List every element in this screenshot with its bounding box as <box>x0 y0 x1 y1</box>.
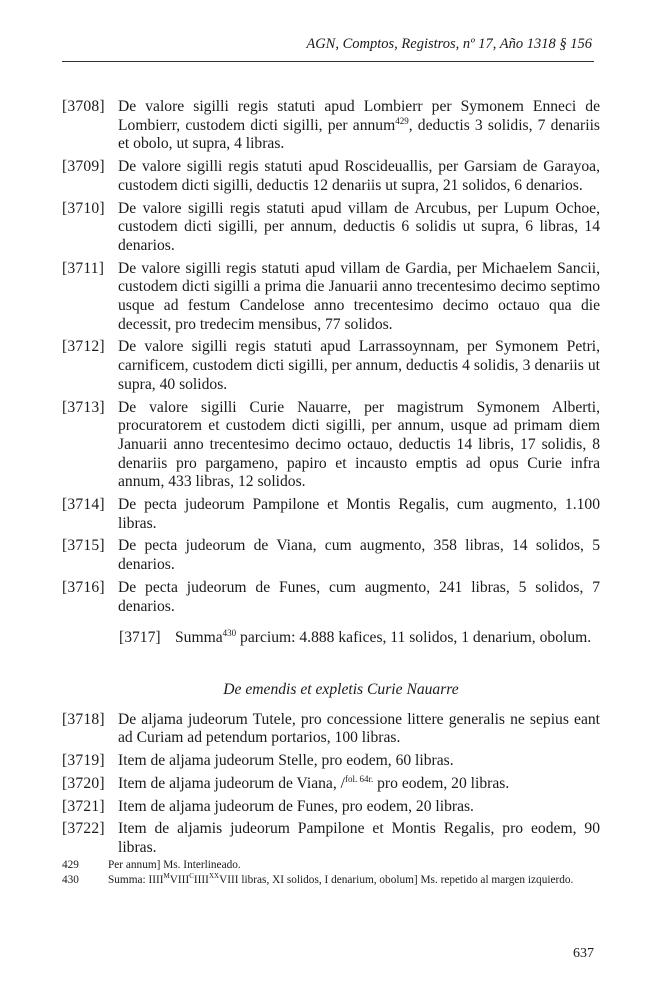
entry-3708 <box>62 98 600 154</box>
entry-text: De valore sigilli Curie Nauarre, per magistrum Symonem Alberti, procuratorem et custodem dicti sigilli, per annum, usque ad primam diem Januarii anno trecentesimo decimo octauo, deductis 14 libris, 17 solidis, 8 denariis pro pargameno, papiro et incausto emptis ad opus Curie infra annum, 433 libras, 12 solidos. <box>118 398 600 491</box>
footnote-superscript: C <box>189 871 194 880</box>
footnote-text <box>108 873 600 888</box>
entry-text: Item de aljamis judeorum Pampilone et Montis Regalis, pro eodem, 90 libras. <box>118 820 600 856</box>
footnote-number: 430 <box>62 873 79 886</box>
entry-text: De valore sigilli regis statuti apud Roscideuallis, per Garsiam de Garayoa, custodem dicti sigilli, deductis 12 denariis ut supra, 21 solidos, 6 denarios. <box>118 158 600 194</box>
folio-reference: fol. 64r. <box>344 773 374 784</box>
entry-text: De valore sigilli regis statuti apud villam de Arcubus, per Lupum Ochoe, custodem dicti sigilli, per annum, deductis 6 solidis ut supra, 6 libras, 14 denarios. <box>118 199 600 254</box>
entry-3716 <box>62 579 600 616</box>
entry-text-part: Item de aljama judeorum de Viana, / <box>118 774 345 792</box>
page-number: 637 <box>573 946 594 961</box>
entry-text: De valore sigilli regis statuti apud Larrassoynnam, per Symonem Petri, carnificem, custodem dicti sigilli, per annum, deductis 4 solidis, 3 denariis ut supra, 40 solidos. <box>118 338 600 393</box>
entry-text: De pecta judeorum de Funes, cum augmento, 241 libras, 5 solidos, 7 denarios. <box>118 578 600 615</box>
entry-number: [3718] <box>62 710 105 728</box>
entry-3715 <box>62 537 600 574</box>
footnote-text: Per annum] Ms. Interlineado. <box>108 859 241 871</box>
footnote-superscript: XX <box>208 871 220 880</box>
entry-3718 <box>62 711 600 748</box>
entry-text-part: , deductis 3 solidis, 7 denariis et obolo, ut supra, 4 libras. <box>118 116 600 153</box>
entry-number: [3709] <box>62 158 105 176</box>
entry-number: [3719] <box>62 752 105 770</box>
entry-number: [3721] <box>62 797 105 815</box>
entry-text-part: De valore sigilli regis statuti apud Lombierr per Symonem Enneci de Lombierr, custodem dicti sigilli, per annum <box>118 98 600 134</box>
entry-number: [3714] <box>62 496 105 514</box>
entry-text: De pecta judeorum de Viana, cum augmento, 358 libras, 14 solidos, 5 denarios. <box>118 537 600 574</box>
footnote-text-part: VIII libras, XI solidos, I denarium, obolum] Ms. repetido al margen izquierdo. <box>219 873 574 886</box>
footnote-superscript: M <box>163 871 170 880</box>
entry-text-part: parcium: 4.888 kafices, 11 solidos, 1 denarium, obolum. <box>236 629 592 647</box>
entry-number: [3717] <box>119 629 161 647</box>
footnote-text-part: VIII <box>169 873 190 886</box>
entry-3720 <box>62 775 600 794</box>
footnote-ref-429: 429 <box>395 115 409 126</box>
entry-3719 <box>62 752 600 771</box>
entry-text-part: Summa <box>175 629 223 647</box>
section-heading: De emendis et expletis Curie Nauarre <box>223 680 459 698</box>
footnote-ref-430: 430 <box>222 628 237 639</box>
entry-number: [3713] <box>62 398 105 416</box>
entry-number: [3712] <box>62 338 105 356</box>
entry-3713 <box>62 399 600 493</box>
running-header: AGN, Comptos, Registros, nº 17, Año 1318 § 156 <box>306 36 592 52</box>
entry-3711 <box>62 260 600 335</box>
entry-number: [3722] <box>62 820 105 838</box>
entry-text <box>175 629 591 646</box>
entry-3712 <box>62 338 600 394</box>
entry-number: [3710] <box>62 199 105 217</box>
entry-3722 <box>62 820 600 857</box>
entry-text: Item de aljama judeorum Stelle, pro eodem, 60 libras. <box>118 752 454 770</box>
footnote-text-part: Summa: IIII <box>108 873 164 886</box>
entry-number: [3716] <box>62 578 105 596</box>
entries-block <box>62 98 600 862</box>
entry-text: De pecta judeorum Pampilone et Montis Regalis, cum augmento, 1.100 libras. <box>118 496 600 532</box>
summa-entry <box>119 629 600 648</box>
entry-3709 <box>62 158 600 195</box>
entry-3714 <box>62 496 600 533</box>
header-rule <box>62 61 594 62</box>
entry-text: De aljama judeorum Tutele, pro concessione littere generalis ne sepius eant ad Curiam ad petendum portarios, 100 libras. <box>118 710 600 747</box>
entry-number: [3708] <box>62 98 105 115</box>
footnote-text-part: IIII <box>193 873 209 886</box>
footnote-429 <box>62 858 600 873</box>
entry-number: [3715] <box>62 537 105 555</box>
entry-text: Item de aljama judeorum de Funes, pro eodem, 20 libras. <box>118 797 474 815</box>
entry-number: [3711] <box>62 259 105 277</box>
entry-text <box>118 98 600 154</box>
entry-text: De valore sigilli regis statuti apud villam de Gardia, per Michaelem Sancii, custodem dicti sigilli a prima die Januarii anno trecentesimo decimo septimo usque ad festum Candelose anno trecentesimo decimo octauo qua die decessit, pro tredecim mensibus, 77 solidos. <box>118 259 600 333</box>
entry-text <box>118 775 600 794</box>
entry-3710 <box>62 200 600 256</box>
footnote-number: 429 <box>62 859 79 871</box>
entry-3721 <box>62 798 600 817</box>
entry-text-part: pro eodem, 20 libras. <box>373 774 510 792</box>
footnote-430 <box>62 873 600 888</box>
entry-number: [3720] <box>62 774 105 792</box>
footnotes <box>62 858 600 887</box>
